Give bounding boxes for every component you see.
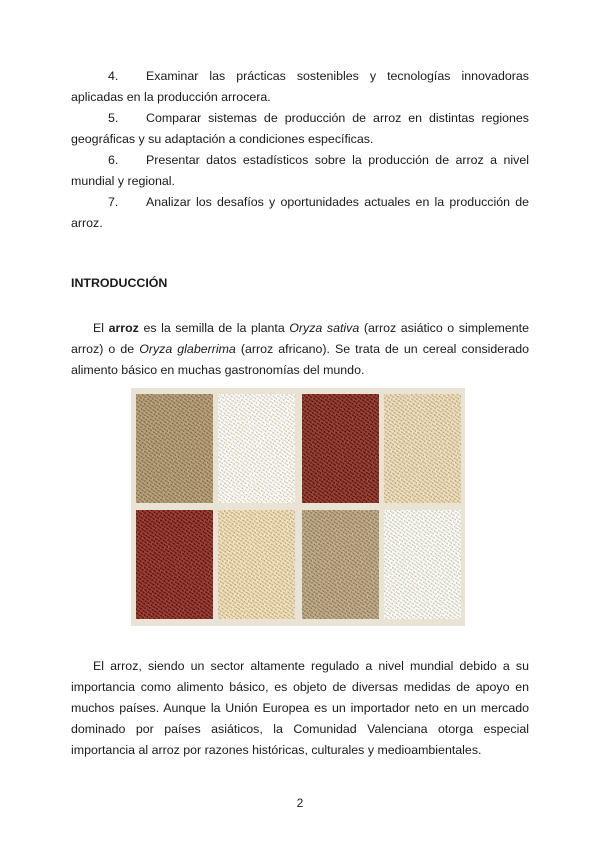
- species-oryza-glaberrima: Oryza glaberrima: [139, 342, 236, 356]
- page-number: 2: [296, 796, 304, 810]
- list-text: Examinar las prácticas sostenibles y tecnologías innovadoras aplicadas en la producción arrocera.: [71, 69, 529, 104]
- section-heading: INTRODUCCIÓN: [71, 276, 168, 290]
- intro-paragraph-1-block: [71, 318, 529, 381]
- intro-paragraph-2: El arroz, siendo un sector altamente regulado a nivel mundial debido a su importancia como alimento básico, es objeto de diversas medidas de apoyo en muchos países. Aunque la Unión Europea es un importador neto en un mercado dominado por países asiáticos, la Comunidad Valenciana otorga especial importancia al arroz por razones históricas, culturales y medioambientales.: [71, 659, 529, 757]
- list-text: Comparar sistemas de producción de arroz en distintas regiones geográficas y su adaptación a condiciones específicas.: [71, 111, 529, 146]
- intro-paragraph-1: [71, 318, 529, 381]
- list-number: 4.: [108, 69, 119, 83]
- rice-cell-red: [136, 510, 213, 619]
- rice-cell-brown: [302, 510, 379, 619]
- species-oryza-sativa: Oryza sativa: [289, 321, 360, 335]
- rice-cell-brown: [136, 394, 213, 503]
- list-number: 7.: [108, 195, 119, 209]
- rice-cell-basmati: [384, 394, 461, 503]
- term-arroz: arroz: [108, 321, 139, 335]
- intro-text: es la semilla de la planta: [138, 321, 290, 335]
- intro-paragraph-2-block: [71, 656, 529, 761]
- list-text: Analizar los desafíos y oportunidades actuales en la producción de arroz.: [71, 195, 529, 230]
- list-number: 5.: [108, 111, 119, 125]
- list-item: [71, 66, 529, 108]
- rice-cell-parboiled: [218, 510, 295, 619]
- rice-varieties-photo: [131, 388, 465, 626]
- list-item: [71, 108, 529, 150]
- objectives-list: [71, 66, 529, 234]
- list-number: 6.: [108, 153, 119, 167]
- intro-text: (arroz asiático o simplemente arroz) o de: [71, 321, 529, 356]
- intro-text: El: [93, 321, 109, 335]
- rice-cell-white: [384, 510, 461, 619]
- list-item: [71, 150, 529, 192]
- list-item: [71, 192, 529, 234]
- rice-cell-red: [302, 394, 379, 503]
- rice-cell-white: [218, 394, 295, 503]
- intro-text: (arroz africano). Se trata de un cereal considerado alimento básico en muchas gastronomías del mundo.: [71, 342, 529, 377]
- list-text: Presentar datos estadísticos sobre la producción de arroz a nivel mundial y regional.: [71, 153, 529, 188]
